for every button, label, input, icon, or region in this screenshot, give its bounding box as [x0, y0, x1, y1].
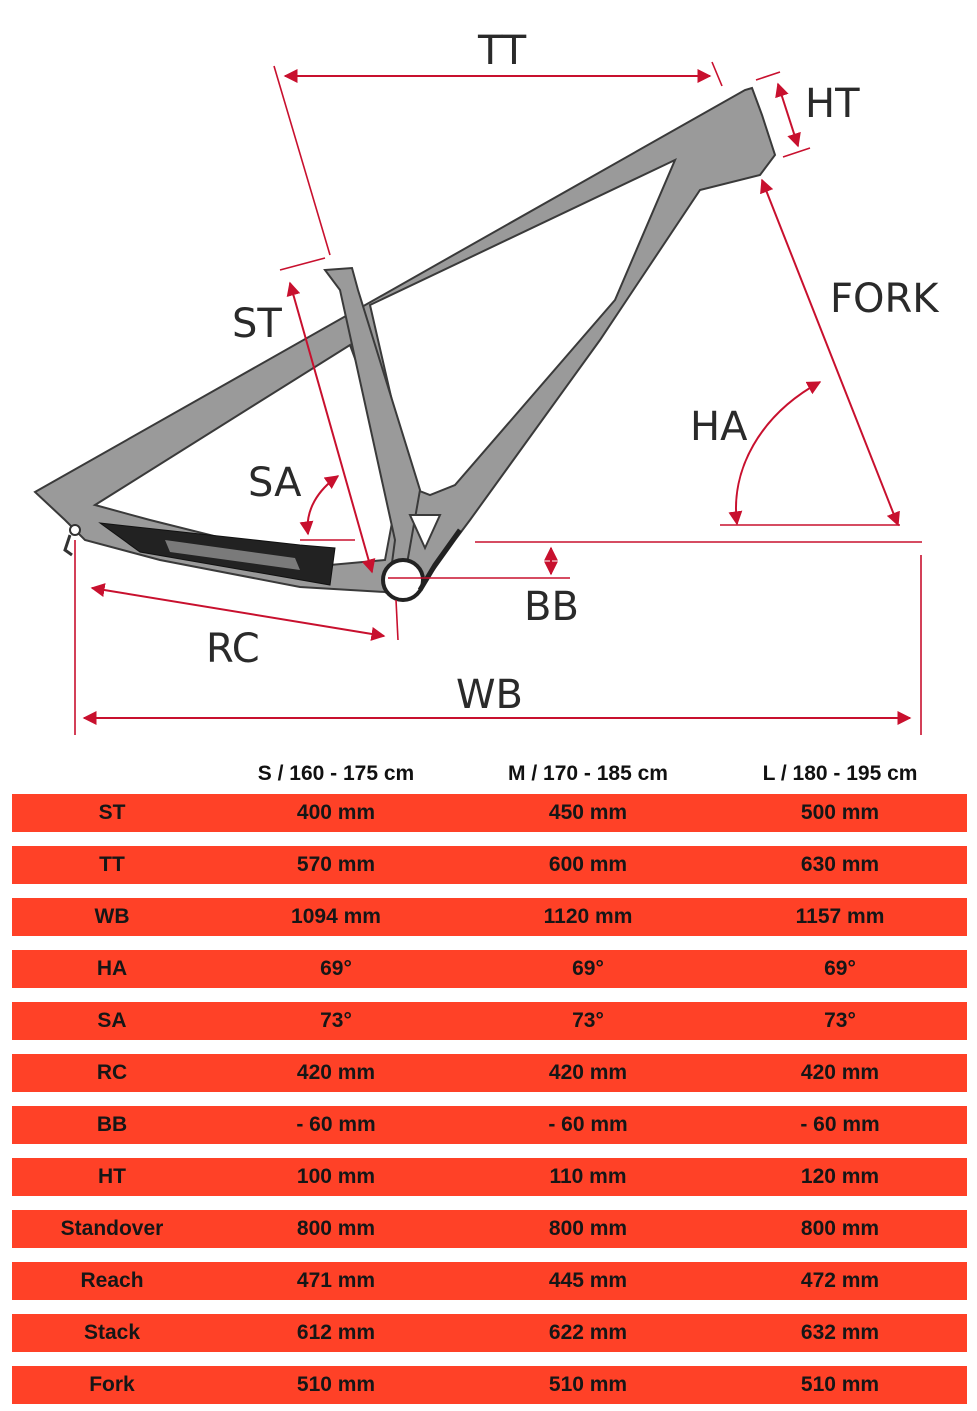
cell-size-m: 1120 mm: [543, 905, 633, 928]
row-label: WB: [94, 905, 130, 928]
row-label: SA: [97, 1009, 127, 1032]
cell-size-l: 632 mm: [800, 1321, 880, 1344]
cell-size-l: 510 mm: [800, 1373, 880, 1396]
cell-size-s: 69°: [320, 957, 352, 980]
label-wb: WB: [456, 672, 523, 718]
cell-size-l: 69°: [824, 957, 856, 980]
row-label: Stack: [83, 1321, 141, 1344]
cell-size-l: 472 mm: [800, 1269, 880, 1292]
label-st: ST: [232, 301, 282, 347]
cell-size-l: 73°: [824, 1009, 856, 1032]
cell-size-m: 420 mm: [548, 1061, 628, 1084]
table-row: [12, 1106, 967, 1144]
cell-size-l: 1157 mm: [795, 905, 885, 928]
row-label: Standover: [60, 1217, 164, 1240]
table-row: [12, 1314, 967, 1352]
cell-size-l: 420 mm: [800, 1061, 880, 1084]
cell-size-s: 800 mm: [296, 1217, 376, 1240]
cell-size-s: 400 mm: [296, 801, 376, 824]
cell-size-s: 420 mm: [296, 1061, 376, 1084]
cell-size-m: 450 mm: [548, 801, 628, 824]
cell-size-m: 110 mm: [549, 1165, 627, 1188]
cell-size-s: - 60 mm: [296, 1113, 376, 1136]
table-row: [12, 1002, 967, 1040]
label-sa: SA: [248, 460, 302, 506]
label-ht: HT: [805, 81, 860, 127]
cell-size-l: 800 mm: [800, 1217, 880, 1240]
label-fork: FORK: [830, 276, 939, 322]
column-header-s: S / 160 - 175 cm: [257, 762, 415, 785]
cell-size-l: 120 mm: [800, 1165, 880, 1188]
cell-size-s: 73°: [320, 1009, 352, 1032]
cell-size-m: 600 mm: [548, 853, 628, 876]
cell-size-s: 612 mm: [296, 1321, 376, 1344]
table-row: [12, 950, 967, 988]
cell-size-m: 445 mm: [548, 1269, 628, 1292]
cell-size-m: 73°: [572, 1009, 604, 1032]
label-tt: TT: [478, 28, 527, 74]
table-row: [12, 1054, 967, 1092]
row-label: Reach: [80, 1269, 144, 1292]
row-label: HA: [96, 957, 128, 980]
column-header-l: L / 180 - 195 cm: [762, 762, 918, 785]
table-row: [12, 794, 967, 832]
cell-size-m: 622 mm: [548, 1321, 628, 1344]
cell-size-m: - 60 mm: [548, 1113, 628, 1136]
label-rc: RC: [206, 626, 260, 672]
column-header-m: M / 170 - 185 cm: [508, 762, 668, 785]
row-label: Fork: [89, 1373, 135, 1396]
cell-size-l: - 60 mm: [800, 1113, 880, 1136]
cell-size-s: 100 mm: [296, 1165, 376, 1188]
row-label: TT: [99, 853, 125, 876]
row-label: HT: [98, 1165, 126, 1188]
size-table: [0, 756, 977, 1396]
table-row: [12, 1158, 967, 1196]
label-ha: HA: [690, 404, 748, 450]
cell-size-l: 630 mm: [800, 853, 880, 876]
row-label: BB: [96, 1113, 128, 1136]
cell-size-m: 800 mm: [548, 1217, 628, 1240]
table-header: [0, 756, 977, 792]
cell-size-m: 69°: [572, 957, 604, 980]
row-label: ST: [98, 801, 126, 824]
cell-size-s: 471 mm: [296, 1269, 376, 1292]
label-bb: BB: [524, 584, 579, 630]
cell-size-m: 510 mm: [548, 1373, 628, 1396]
cell-size-s: 510 mm: [296, 1373, 376, 1396]
table-row: [12, 1210, 967, 1248]
cell-size-s: 1094 mm: [291, 905, 381, 928]
cell-size-l: 500 mm: [800, 801, 880, 824]
cell-size-s: 570 mm: [296, 853, 376, 876]
table-row: [12, 846, 967, 884]
table-row: [12, 1262, 967, 1300]
table-row: [12, 898, 967, 936]
bike-frame: [35, 88, 775, 600]
table-row: [12, 1366, 967, 1404]
row-label: RC: [96, 1061, 128, 1084]
